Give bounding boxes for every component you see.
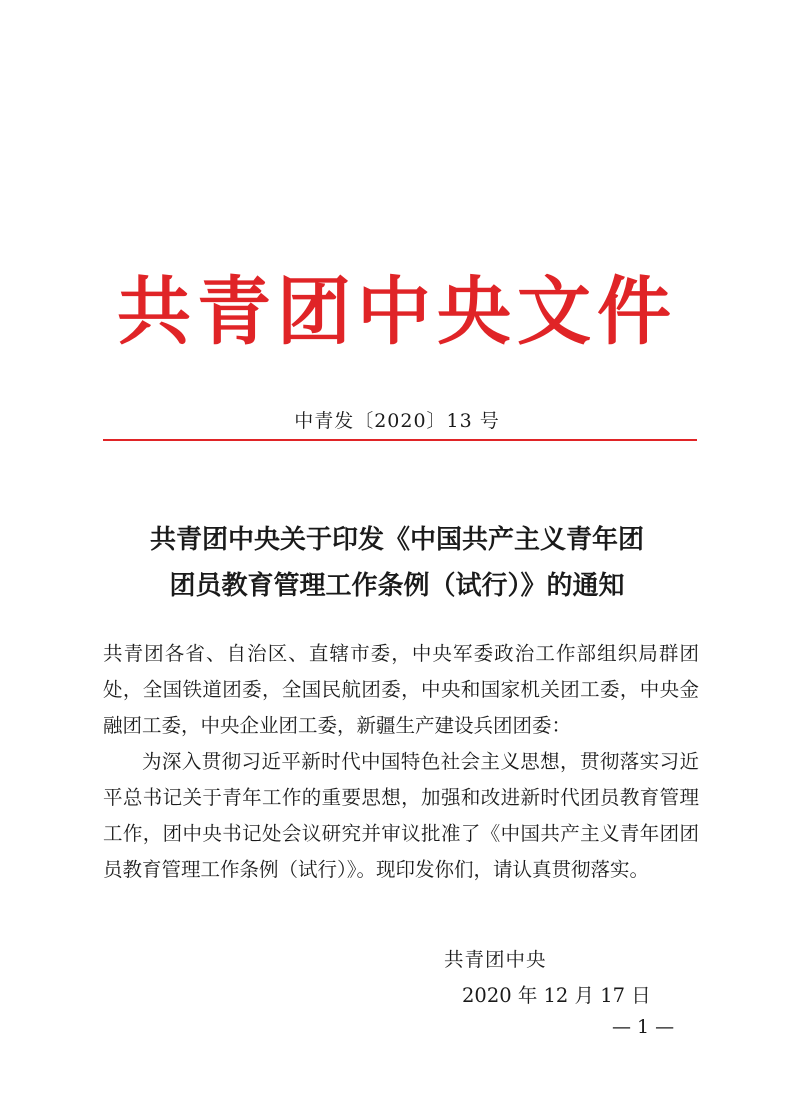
notice-title-line-2: 团员教育管理工作条例（试行）》的通知 [169, 571, 625, 601]
document-number: 中青发〔2020〕13 号 [294, 410, 500, 432]
notice-title-line-1: 共青团中央关于印发《中国共产主义青年团 [149, 525, 644, 555]
issue-date: 2020 年 12 月 17 日 [462, 984, 651, 1007]
red-separator-line [103, 439, 697, 441]
masthead-title: 共青团中央文件 [117, 269, 677, 355]
addressee: 共青团各省、自治区、直辖市委，中央军委政治工作部组织局群团处，全国铁道团委，全国民航团委，中央和国家机关团工委，中央金融团工委，中央企业团工委，新疆生产建设兵团团委： [103, 642, 699, 737]
notice-body [103, 636, 699, 888]
notice-title [60, 517, 734, 609]
page-number: — 1 — [612, 1016, 675, 1038]
issuer-signature: 共青团中央 [444, 948, 547, 971]
body-paragraph: 为深入贯彻习近平新时代中国特色社会主义思想，贯彻落实习近平总书记关于青年工作的重要思想，加强和改进新时代团员教育管理工作，团中央书记处会议研究并审议批准了《中国共产主义青年团团员教育管理工作条例（试行）》。现印发你们，请认真贯彻落实。 [103, 750, 699, 881]
